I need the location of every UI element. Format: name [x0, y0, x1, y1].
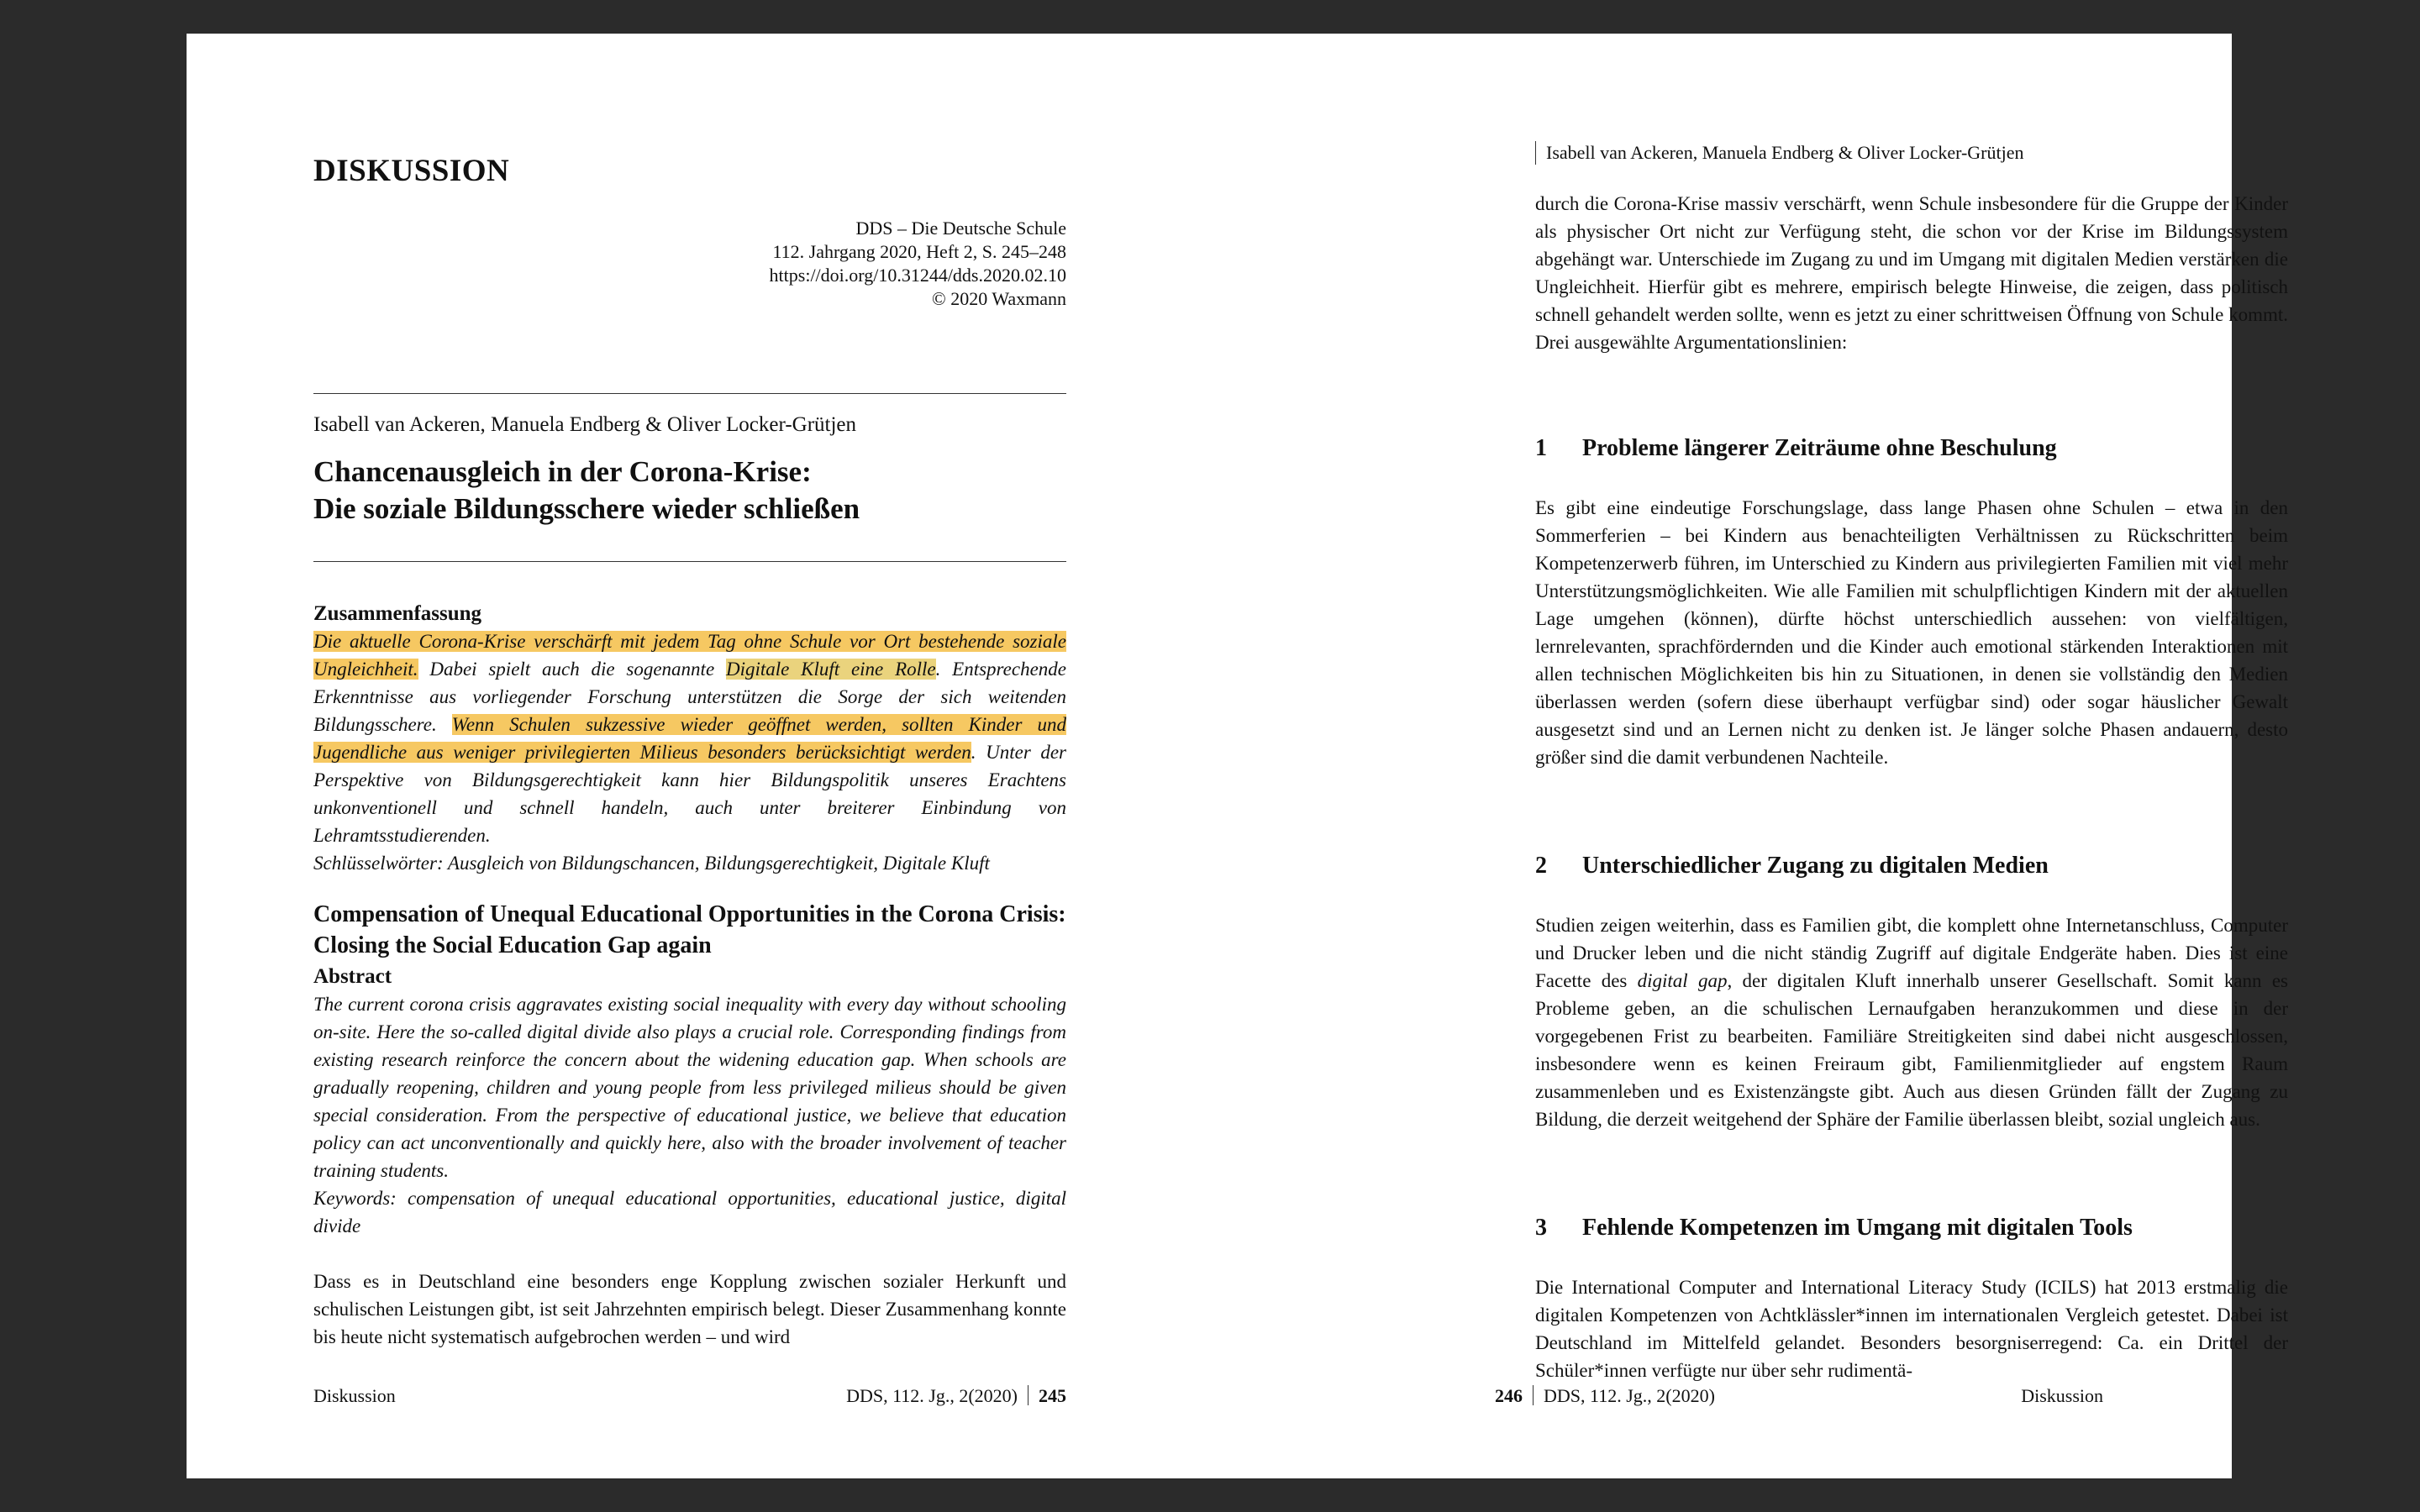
footer-section-right: Diskussion — [2021, 1385, 2103, 1406]
section-text-3: Die International Computer and International Literacy Study (ICILS) hat 2013 erstmalig die digitalen Kompetenzen von Achtklässler*innen im internationalen Vergleich getestet. Dabei ist Deutschland im Mittelfeld gelandet. Besonders besorgniserregend: Ca. ein Drittel der Schüler*innen verfügte nur über sehr rudimentä- — [1535, 1277, 2288, 1381]
divider-bottom — [313, 561, 1066, 562]
section-title: Probleme längerer Zeiträume ohne Beschulung — [1582, 435, 2057, 461]
page-246 — [1209, 34, 2288, 1478]
publication-meta — [313, 217, 1066, 311]
footer-divider — [1533, 1385, 1534, 1405]
abstract-heading: Abstract — [313, 965, 392, 988]
divider-top — [313, 393, 1066, 394]
highlight-2[interactable]: Digitale Kluft eine Rolle — [725, 659, 936, 680]
summary-fragment: . Unter der Perspektive von Bildungsgerechtigkeit kann hier Bildungspolitik unseres Erachtens unkonventionell und schnell handeln, auch unter breiterer Einbindung von Lehramtsstudierenden. — [313, 742, 1066, 846]
emphasis-digital-gap: digital gap — [1637, 970, 1728, 991]
footer-section-left: Diskussion — [313, 1385, 396, 1406]
section-heading-3 — [1535, 1215, 2133, 1242]
footer-page-info-right — [1495, 1384, 1715, 1408]
page-245 — [187, 34, 1209, 1478]
page-number: 245 — [1039, 1385, 1066, 1406]
intro-text: durch die Corona-Krise massiv verschärft, wenn Schule insbesondere für die Gruppe der Kinder als physischer Ort nicht zur Verfügung steht, die schon vor der Krise im Bildungssystem abgehängt war. Unterschiede im Zugang zu und im Umgang mit digitalen Medien verstärken die Ungleichheit. Hierfür gibt es mehrere, empirisch belegte Hinweise, die zeigen, dass politisch schnell gehandelt werden sollte, wenn es jetzt zu einer schrittweisen Öffnung von Schule kommt. Drei ausgewählte Argumentationslinien: — [1535, 193, 2288, 353]
section-kicker: DISKUSSION — [313, 154, 510, 188]
abstract-text: The current corona crisis aggravates existing social inequality with every day without schooling on-site. Here the so-called digital divide also plays a crucial role. Corresponding findings from existing research reinforce the concern about the widening education gap. When schools are gradually reopening, children and young people from less privileged milieus should be given special consideration. From the perspective of educational justice, we believe that education policy can act unconventionally and quickly here, also with the broader involvement of teacher training students. — [313, 994, 1066, 1181]
keywords-en: Keywords: compensation of unequal educational opportunities, educational justice, digital divide — [313, 1188, 1066, 1236]
english-title: Compensation of Unequal Educational Opportunities in the Corona Crisis: Closing the Social Education Gap again — [313, 901, 1066, 958]
copyright: © 2020 Waxmann — [932, 288, 1066, 309]
section-fragment: Studien zeigen weiterhin, dass es Familien gibt, die komplett ohne Internetanschluss, Computer und Drucker leben und die nicht ständig Zugriff auf digitale Endgeräte haben. Dies ist eine Facette des — [1535, 915, 2288, 991]
footer-page-info-left — [846, 1384, 1066, 1408]
footer-journal: DDS, 112. Jg., 2(2020) — [1544, 1385, 1715, 1406]
summary-text — [313, 627, 1066, 849]
section-text-1: Es gibt eine eindeutige Forschungslage, dass lange Phasen ohne Schulen – etwa in den Sommerferien – bei Kindern aus benachteiligten Verhältnissen zu Rückschritten beim Kompetenzerwerb führen, im Unterschied zu Kindern aus privilegierten Familien mit viel mehr Unterstützungsmöglichkeiten. Wie alle Familien mit schulpflichtigen Kindern mit der aktuellen Lage umgehen (können), dürfte höchst unterschiedlich aussehen: von vielfältigen, lernrelevanten, sprachfördernden und die Kinder auch emotional stärkenden Interaktionen mit allen technischen Möglichkeiten bis hin zu Situationen, in denen sie vollständig den Medien überlassen werden (sofern diese überhaupt verfügbar sind) oder sogar häuslicher Gewalt ausgesetzt sind und an Lernen nicht zu denken ist. Je länger solche Phasen andauern, desto größer sind die damit verbundenen Nachteile. — [1535, 497, 2288, 768]
section-number: 2 — [1535, 853, 1547, 879]
summary-heading: Zusammenfassung — [313, 602, 482, 625]
body-text: Dass es in Deutschland eine besonders enge Kopplung zwischen sozialer Herkunft und schulischen Leistungen gibt, ist seit Jahrzehnten empirisch belegt. Dieser Zusammenhang konnte bis heute nicht systematisch aufgebrochen werden – und wird — [313, 1271, 1066, 1347]
journal-name: DDS – Die Deutsche Schule — [855, 218, 1066, 239]
doi-link[interactable]: https://doi.org/10.31244/dds.2020.02.10 — [769, 265, 1066, 286]
section-number: 1 — [1535, 435, 1547, 461]
highlight-3[interactable]: Wenn Schulen sukzessive wieder geöffnet werden, sollten Kinder und Jugendliche aus weniger privilegierten Milieus besonders berücksichtigt werden — [313, 714, 1066, 763]
document-spread — [187, 34, 2288, 1478]
section-title: Unterschiedlicher Zugang zu digitalen Medien — [1582, 853, 2049, 879]
title-line-1: Chancenausgleich in der Corona-Krise: — [313, 455, 812, 488]
section-heading-2 — [1535, 853, 2049, 879]
article-authors: Isabell van Ackeren, Manuela Endberg & Oliver Locker-Grütjen — [313, 413, 857, 436]
section-title: Fehlende Kompetenzen im Umgang mit digitalen Tools — [1582, 1215, 2133, 1241]
volume-issue: 112. Jahrgang 2020, Heft 2, S. 245–248 — [772, 241, 1066, 262]
highlight-1[interactable]: Die aktuelle Corona-Krise verschärft mit jedem Tag ohne Schule vor Ort bestehende soziale Ungleichheit. — [313, 631, 1066, 680]
title-line-2: Die soziale Bildungsschere wieder schließen — [313, 492, 860, 525]
section-heading-1 — [1535, 435, 2057, 462]
keywords-de: Schlüsselwörter: Ausgleich von Bildungschancen, Bildungsgerechtigkeit, Digitale Kluft — [313, 853, 990, 874]
section-fragment: , der digitalen Kluft innerhalb unserer Gesellschaft. Somit kann es Probleme geben, an die schulischen Lernaufgaben heranzukommen und diese in der vorgegebenen Frist zu bearbeiten. Familiäre Streitigkeiten sind dabei nicht ausgeschlossen, insbesondere wenn es keinen Freiraum gibt, Familienmitglieder auf engstem Raum zusammenleben und es Existenzängste gibt. Auch aus diesen Gründen fällt der Zugang zu Bildung, die derzeit weitgehend der Sphäre der Familie überlassen bleibt, sozial ungleich aus. — [1535, 970, 2288, 1130]
footer-journal: DDS, 112. Jg., 2(2020) — [846, 1385, 1018, 1406]
summary-block — [313, 600, 1066, 1351]
section-text-2 — [1535, 911, 2288, 1133]
page-number: 246 — [1495, 1385, 1523, 1406]
summary-fragment: . Entsprechende Erkenntnisse aus vorliegender Forschung unterstützen die Sorge der sich weitenden Bildungsschere. — [313, 659, 1066, 735]
summary-fragment: Dabei spielt auch die sogenannte — [418, 659, 726, 680]
article-title — [313, 454, 1066, 528]
section-number: 3 — [1535, 1215, 1547, 1241]
running-header: Isabell van Ackeren, Manuela Endberg & Oliver Locker-Grütjen — [1535, 141, 2024, 165]
